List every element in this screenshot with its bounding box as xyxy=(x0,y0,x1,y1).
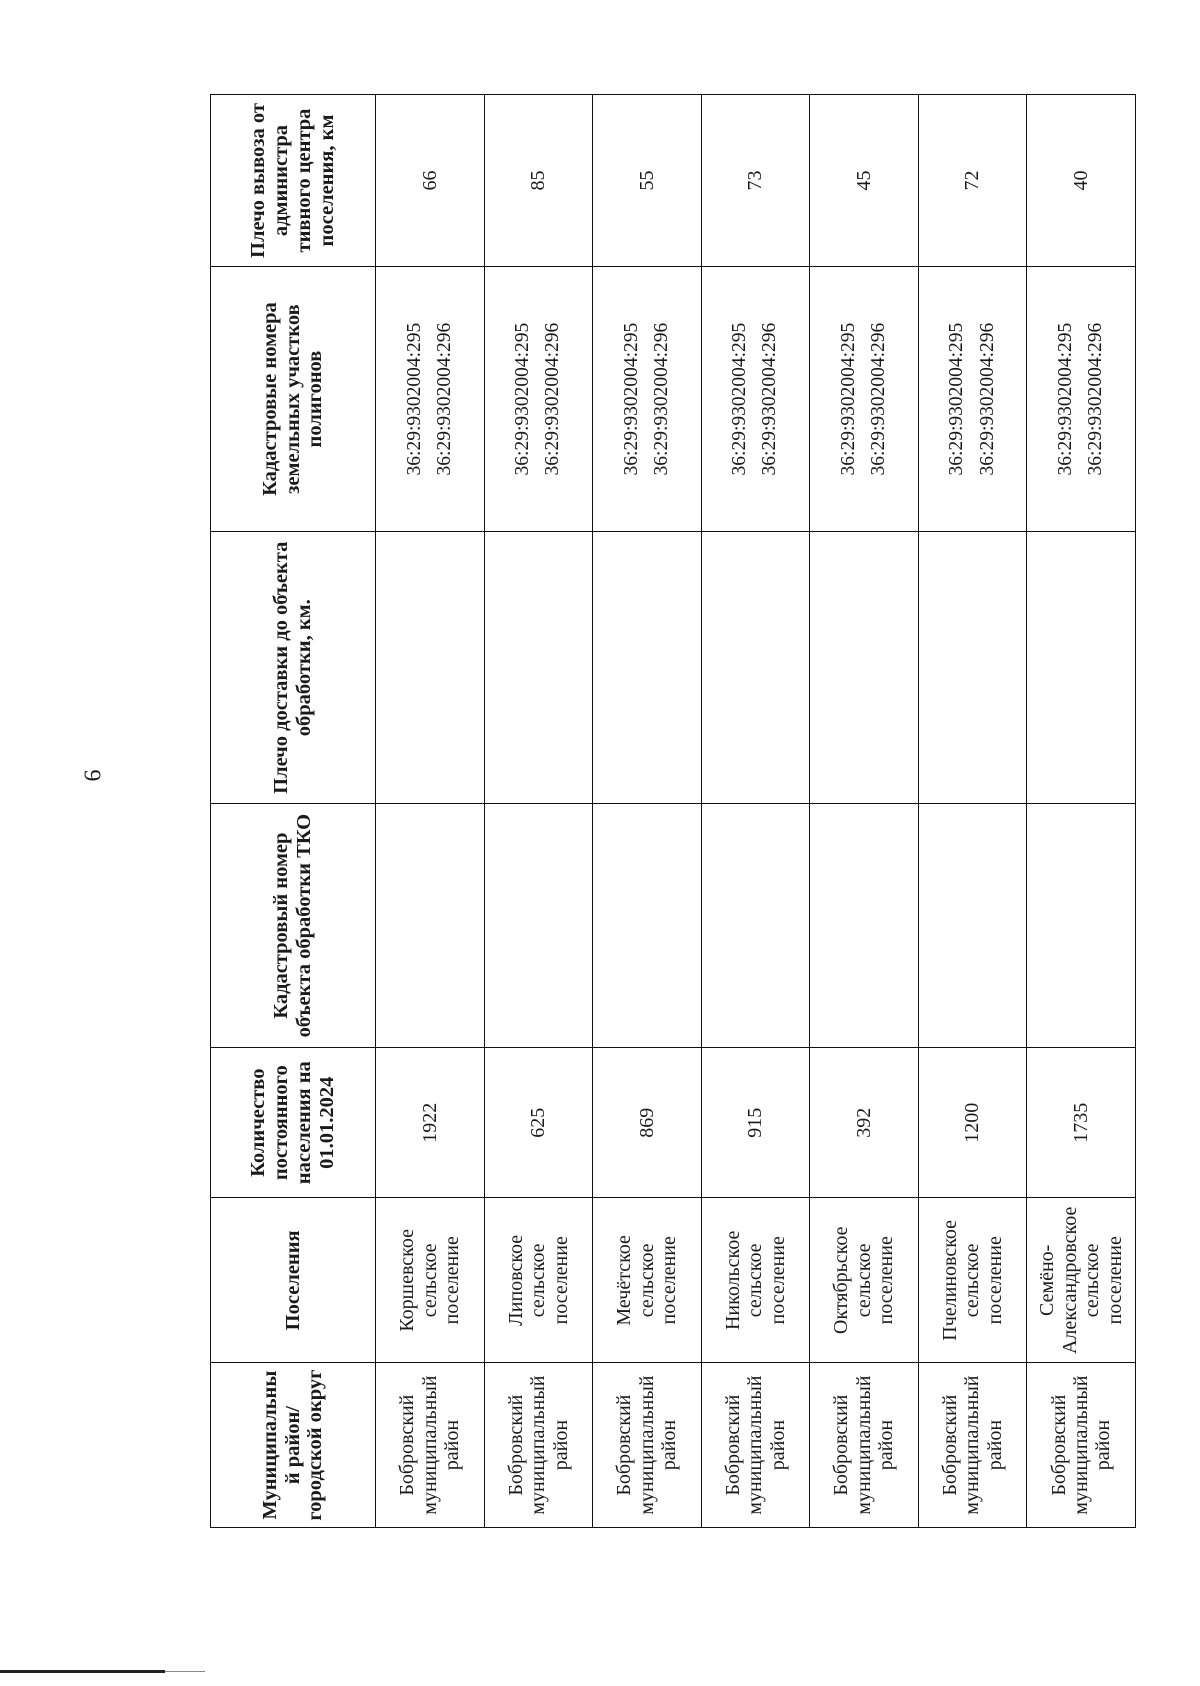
table-row xyxy=(701,95,810,1528)
cell-delivery-distance xyxy=(484,532,593,804)
table-row xyxy=(918,95,1027,1528)
cadastral-number: 36:29:9302004:296 xyxy=(1085,322,1107,476)
cell-delivery-distance xyxy=(593,532,702,804)
cell-settlement: Пчелиновское сельское поселение xyxy=(918,1198,1027,1363)
cell-population: 1922 xyxy=(376,1047,485,1197)
cadastral-number: 36:29:9302004:295 xyxy=(512,322,534,476)
cell-population: 392 xyxy=(810,1047,919,1197)
cell-export-distance: 40 xyxy=(1027,95,1136,267)
cadastral-number: 36:29:9302004:296 xyxy=(759,322,781,476)
cell-delivery-distance xyxy=(1027,532,1136,804)
cell-polygon-cadastral xyxy=(484,267,593,532)
cell-export-distance: 72 xyxy=(918,95,1027,267)
table-row xyxy=(810,95,919,1528)
cell-population: 1735 xyxy=(1027,1047,1136,1197)
cell-population: 1200 xyxy=(918,1047,1027,1197)
cell-polygon-cadastral xyxy=(1027,267,1136,532)
cell-export-distance: 73 xyxy=(701,95,810,267)
footer-rule xyxy=(0,1670,165,1673)
cadastral-number: 36:29:9302004:296 xyxy=(542,322,564,476)
cell-settlement: Мечётское сельское поселение xyxy=(593,1198,702,1363)
cell-export-distance: 66 xyxy=(376,95,485,267)
cell-cadastral-tko xyxy=(810,804,919,1048)
table-row xyxy=(1027,95,1136,1528)
cadastral-number: 36:29:9302004:295 xyxy=(403,322,425,476)
cadastral-number: 36:29:9302004:295 xyxy=(729,322,751,476)
cell-polygon-cadastral xyxy=(810,267,919,532)
header-population: Количество постоянного населения на 01.01.2024 xyxy=(211,1047,376,1197)
cell-district: Бобровский муниципальный район xyxy=(701,1363,810,1528)
header-district: Муниципальны й район/ городской округ xyxy=(211,1363,376,1528)
cell-export-distance: 85 xyxy=(484,95,593,267)
cell-polygon-cadastral xyxy=(593,267,702,532)
cell-polygon-cadastral xyxy=(701,267,810,532)
cell-cadastral-tko xyxy=(484,804,593,1048)
cadastral-number: 36:29:9302004:295 xyxy=(946,322,968,476)
header-delivery-distance: Плечо доставки до объекта обработки, км. xyxy=(211,532,376,804)
cell-settlement: Липовское сельское поселение xyxy=(484,1198,593,1363)
table-row xyxy=(593,95,702,1528)
cell-district: Бобровский муниципальный район xyxy=(918,1363,1027,1528)
cell-district: Бобровский муниципальный район xyxy=(810,1363,919,1528)
cell-delivery-distance xyxy=(701,532,810,804)
cell-settlement: Никольское сельское поселение xyxy=(701,1198,810,1363)
header-row xyxy=(211,95,376,1528)
cell-cadastral-tko xyxy=(1027,804,1136,1048)
settlements-table xyxy=(210,94,1136,1528)
cell-export-distance: 55 xyxy=(593,95,702,267)
cadastral-number: 36:29:9302004:295 xyxy=(1054,322,1076,476)
cell-district: Бобровский муниципальный район xyxy=(593,1363,702,1528)
page-number: 6 xyxy=(80,769,107,782)
table-wrapper xyxy=(210,94,1136,1528)
cell-settlement: Октябрьское сельское поселение xyxy=(810,1198,919,1363)
cell-polygon-cadastral xyxy=(918,267,1027,532)
cell-cadastral-tko xyxy=(376,804,485,1048)
cadastral-number: 36:29:9302004:296 xyxy=(650,322,672,476)
cadastral-number: 36:29:9302004:296 xyxy=(868,322,890,476)
cell-polygon-cadastral xyxy=(376,267,485,532)
cell-delivery-distance xyxy=(376,532,485,804)
header-export-distance: Плечо вывоза от администра тивного центра поселения, км xyxy=(211,95,376,267)
footer-rule-thin xyxy=(165,1671,205,1672)
cadastral-number: 36:29:9302004:295 xyxy=(620,322,642,476)
cell-cadastral-tko xyxy=(918,804,1027,1048)
cadastral-number: 36:29:9302004:296 xyxy=(976,322,998,476)
cell-population: 915 xyxy=(701,1047,810,1197)
header-settlement: Поселения xyxy=(211,1198,376,1363)
cell-cadastral-tko xyxy=(701,804,810,1048)
cell-settlement: Семёно-Александровское сельское поселение xyxy=(1027,1198,1136,1363)
header-polygon-cadastral: Кадастровые номера земельных участков полигонов xyxy=(211,267,376,532)
cell-district: Бобровский муниципальный район xyxy=(484,1363,593,1528)
table-row xyxy=(484,95,593,1528)
cell-district: Бобровский муниципальный район xyxy=(376,1363,485,1528)
cell-district: Бобровский муниципальный район xyxy=(1027,1363,1136,1528)
cell-delivery-distance xyxy=(918,532,1027,804)
cell-export-distance: 45 xyxy=(810,95,919,267)
cell-cadastral-tko xyxy=(593,804,702,1048)
cell-population: 869 xyxy=(593,1047,702,1197)
cadastral-number: 36:29:9302004:296 xyxy=(433,322,455,476)
cell-delivery-distance xyxy=(810,532,919,804)
cell-settlement: Коршевское сельское поселение xyxy=(376,1198,485,1363)
table-row xyxy=(376,95,485,1528)
cadastral-number: 36:29:9302004:295 xyxy=(837,322,859,476)
header-cadastral-tko: Кадастровый номер объекта обработки ТКО xyxy=(211,804,376,1048)
cell-population: 625 xyxy=(484,1047,593,1197)
